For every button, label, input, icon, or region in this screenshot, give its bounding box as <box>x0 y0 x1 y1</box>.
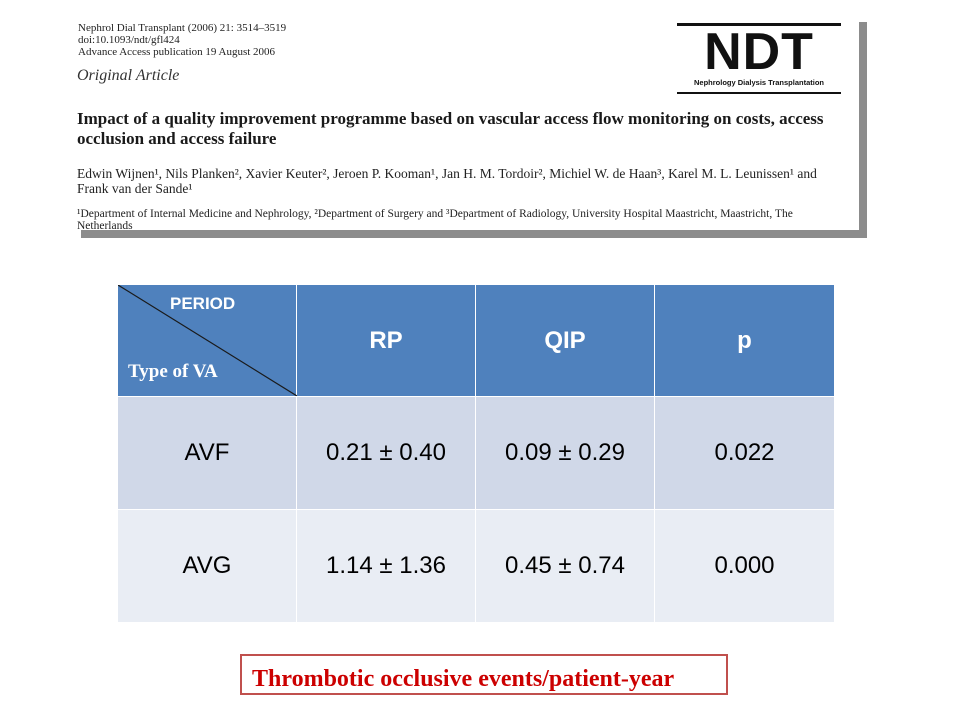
paper-affiliations: ¹Department of Internal Medicine and Nephrology, ²Department of Surgery and ³Department of Radiology, University Hospital Maastricht, Maastricht, The Netherlands <box>77 208 793 232</box>
paper-title: Impact of a quality improvement programme based on vascular access flow monitoring on costs, access occlusion and access failure <box>77 109 824 148</box>
table-header-row <box>118 285 835 397</box>
row-label: AVG <box>118 510 297 623</box>
period-label: PERIOD <box>170 294 236 313</box>
ndt-logo-caption: Nephrology Dialysis Transplantation <box>693 78 825 87</box>
corner-header-cell <box>118 285 297 397</box>
cell-qip: 0.45 ± 0.74 <box>476 510 655 623</box>
column-header-rp: RP <box>297 285 476 397</box>
ndt-logo-letters: NDT <box>704 23 814 81</box>
cell-rp: 0.21 ± 0.40 <box>297 397 476 510</box>
paper-authors: Edwin Wijnen¹, Nils Planken², Xavier Keuter², Jeroen P. Kooman¹, Jan H. M. Tordoir², Michiel W. de Haan³, Karel M. L. Leunissen¹ and Frank van der Sande¹ <box>77 166 817 196</box>
cell-p: 0.022 <box>655 397 835 510</box>
doi: doi:10.1093/ndt/gfl424 <box>78 34 180 46</box>
journal-reference: Nephrol Dial Transplant (2006) 21: 3514–3519 <box>78 22 287 34</box>
table-row-avf <box>118 397 835 510</box>
column-header-p: p <box>655 285 835 397</box>
paper-header-clipping <box>73 14 859 230</box>
article-type: Original Article <box>77 67 180 84</box>
cell-qip: 0.09 ± 0.29 <box>476 397 655 510</box>
type-of-va-label: Type of VA <box>128 361 218 382</box>
cell-rp: 1.14 ± 1.36 <box>297 510 476 623</box>
advance-access-line: Advance Access publication 19 August 2006 <box>78 46 276 58</box>
cell-p: 0.000 <box>655 510 835 623</box>
ndt-logo <box>677 23 841 94</box>
column-header-qip: QIP <box>476 285 655 397</box>
caption-text: Thrombotic occlusive events/patient-year <box>252 666 675 692</box>
table-row-avg <box>118 510 835 623</box>
results-table <box>117 284 835 623</box>
row-label: AVF <box>118 397 297 510</box>
